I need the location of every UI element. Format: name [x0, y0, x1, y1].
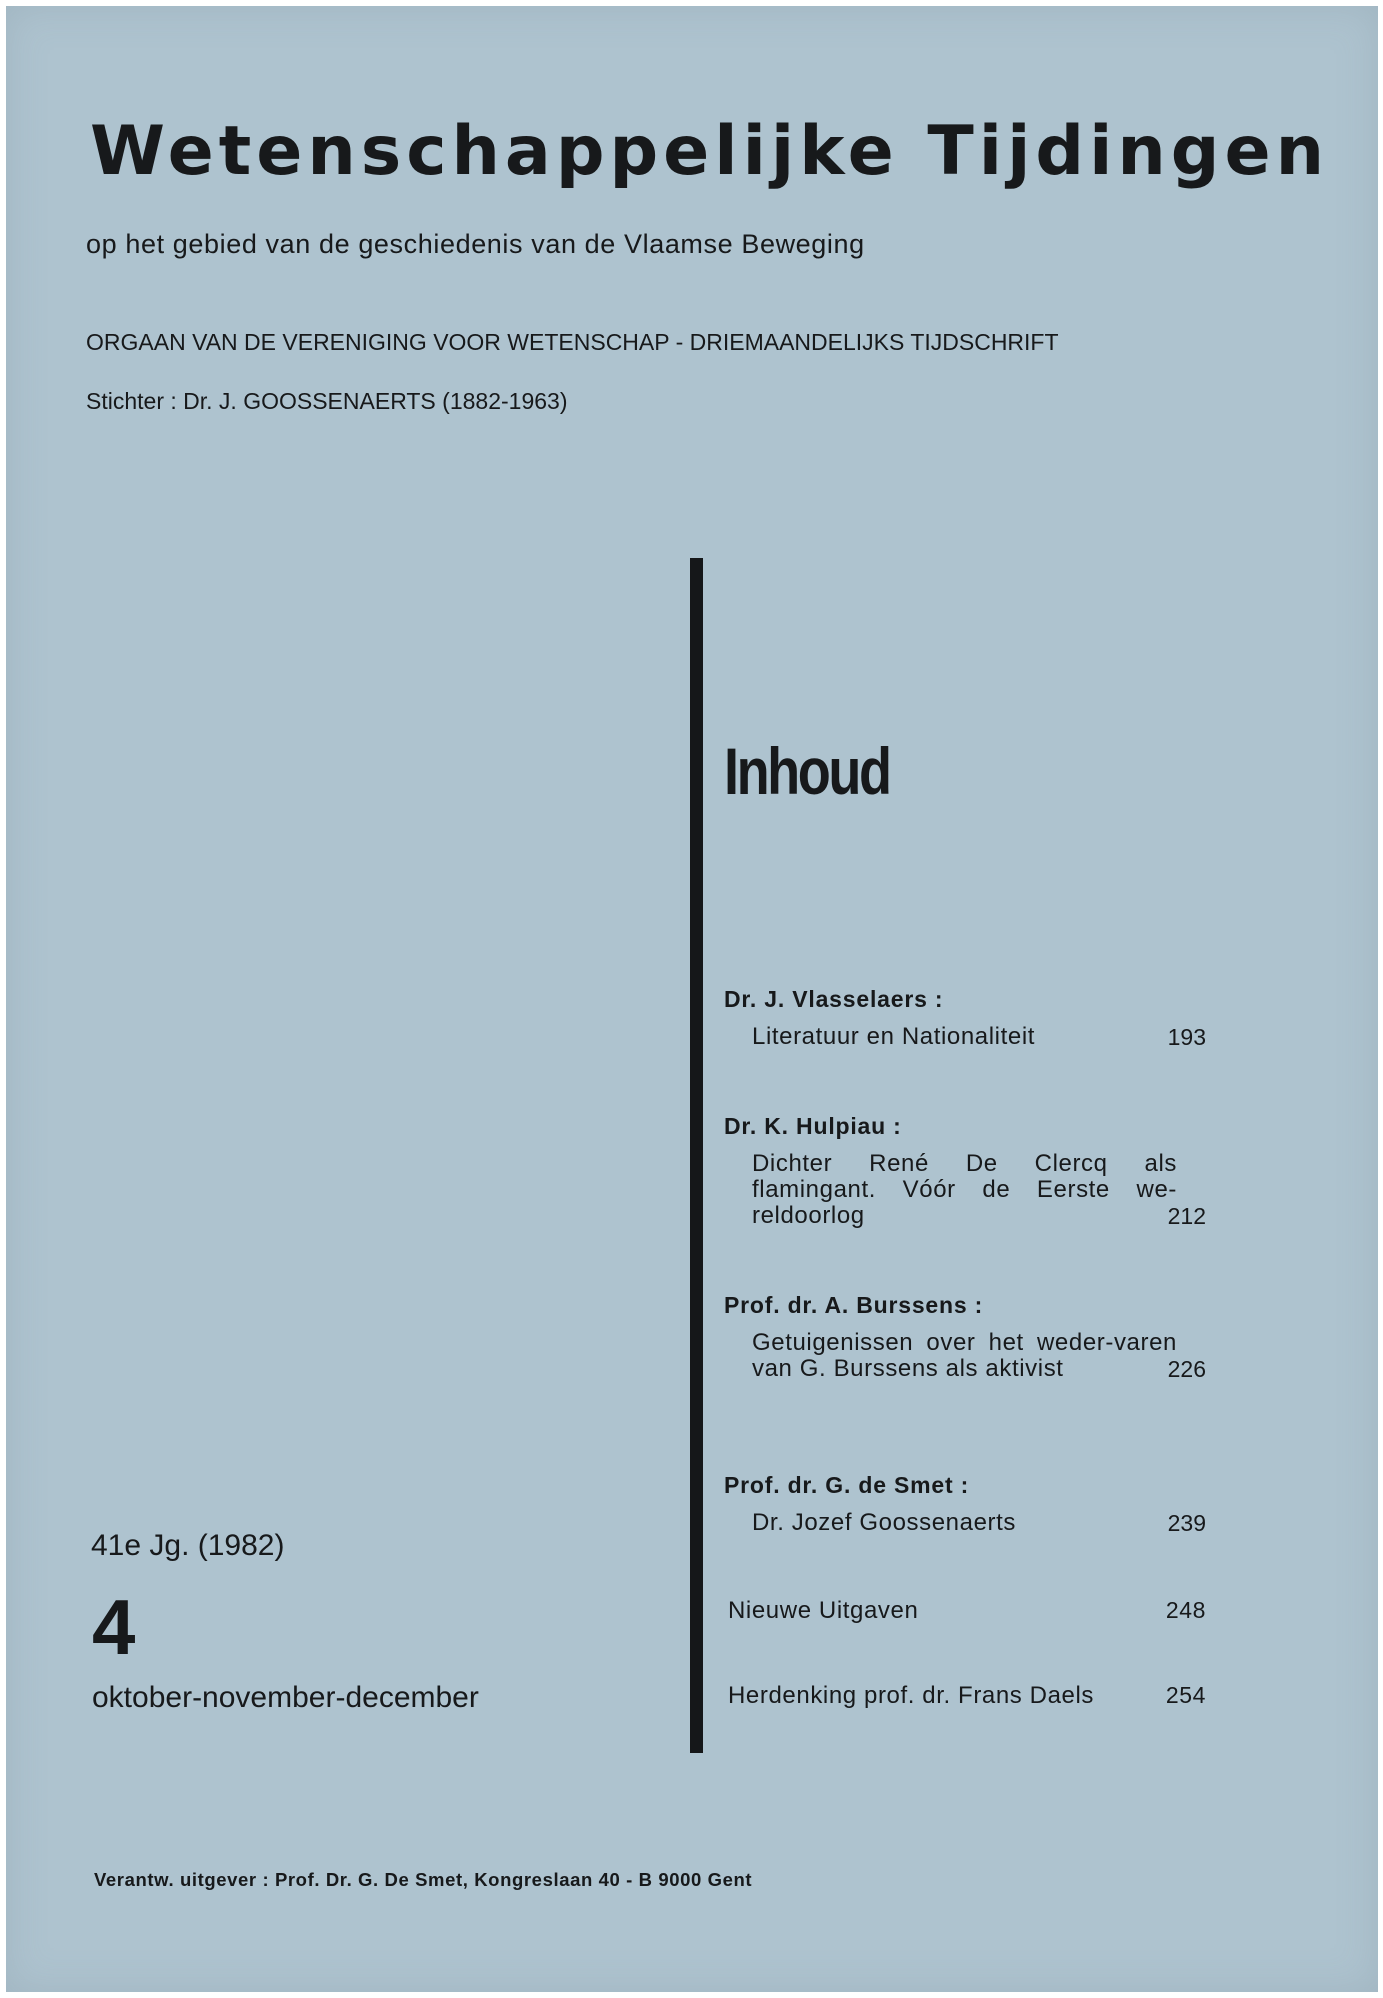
toc-entry-de-smet — [724, 1472, 1210, 1536]
toc-entry-vlasselaers — [724, 986, 1210, 1050]
journal-cover — [6, 6, 1378, 1992]
toc-page-number: 254 — [1165, 1682, 1206, 1708]
toc-author: Dr. J. Vlasselaers : — [724, 986, 944, 1012]
toc-article-title: Herdenking prof. dr. Frans Daels — [728, 1682, 1095, 1709]
issue-number: 4 — [92, 1583, 136, 1671]
toc-page-number: 212 — [1167, 1203, 1206, 1229]
toc-row — [724, 1024, 1210, 1050]
toc-page-number: 226 — [1167, 1356, 1206, 1382]
toc-page-number: 193 — [1167, 1024, 1206, 1050]
toc-author: Prof. dr. A. Burssens : — [724, 1292, 984, 1318]
organ-line: ORGAAN VAN DE VERENIGING VOOR WETENSCHAP - DRIEMAANDELIJKS TIJDSCHRIFT — [86, 329, 1059, 355]
toc-entry-hulpiau — [724, 1113, 1210, 1229]
publisher-line: Verantw. uitgever : Prof. Dr. G. De Smet, Kongreslaan 40 - B 9000 Gent — [94, 1869, 753, 1890]
toc-author: Dr. K. Hulpiau : — [724, 1113, 902, 1139]
contents-heading: Inhoud — [724, 734, 890, 808]
toc-article-title: Literatuur en Nationaliteit — [752, 1023, 1036, 1050]
toc-entry-burssens — [724, 1292, 1210, 1382]
toc-article-title: Dr. Jozef Goossenaerts — [752, 1509, 1016, 1536]
toc-article-title: Dichter René De Clercq als flamingant. Vóór de Eerste we-reldoorlog — [752, 1150, 1177, 1229]
founder-line: Stichter : Dr. J. GOOSSENAERTS (1882-1963) — [86, 388, 568, 414]
toc-article-title: Nieuwe Uitgaven — [728, 1597, 919, 1624]
journal-subtitle: op het gebied van de geschiedenis van de Vlaamse Beweging — [86, 229, 865, 259]
toc-entry-herdenking — [728, 1682, 1210, 1710]
toc-row — [724, 1510, 1210, 1536]
toc-page-number: 248 — [1165, 1597, 1206, 1623]
toc-page-number: 239 — [1167, 1510, 1206, 1536]
issue-months: oktober-november-december — [92, 1681, 479, 1714]
toc-row — [724, 1151, 1210, 1229]
journal-title: Wetenschappelijke Tijdingen — [90, 112, 1330, 191]
toc-article-title: Getuigenissen over het weder-varen van G. Burssens als aktivist — [752, 1329, 1177, 1382]
toc-row — [724, 1330, 1210, 1382]
volume-year: 41e Jg. (1982) — [91, 1529, 285, 1562]
toc-author: Prof. dr. G. de Smet : — [724, 1472, 970, 1498]
toc-entry-nieuwe-uitgaven — [728, 1597, 1210, 1625]
vertical-divider — [690, 558, 703, 1753]
